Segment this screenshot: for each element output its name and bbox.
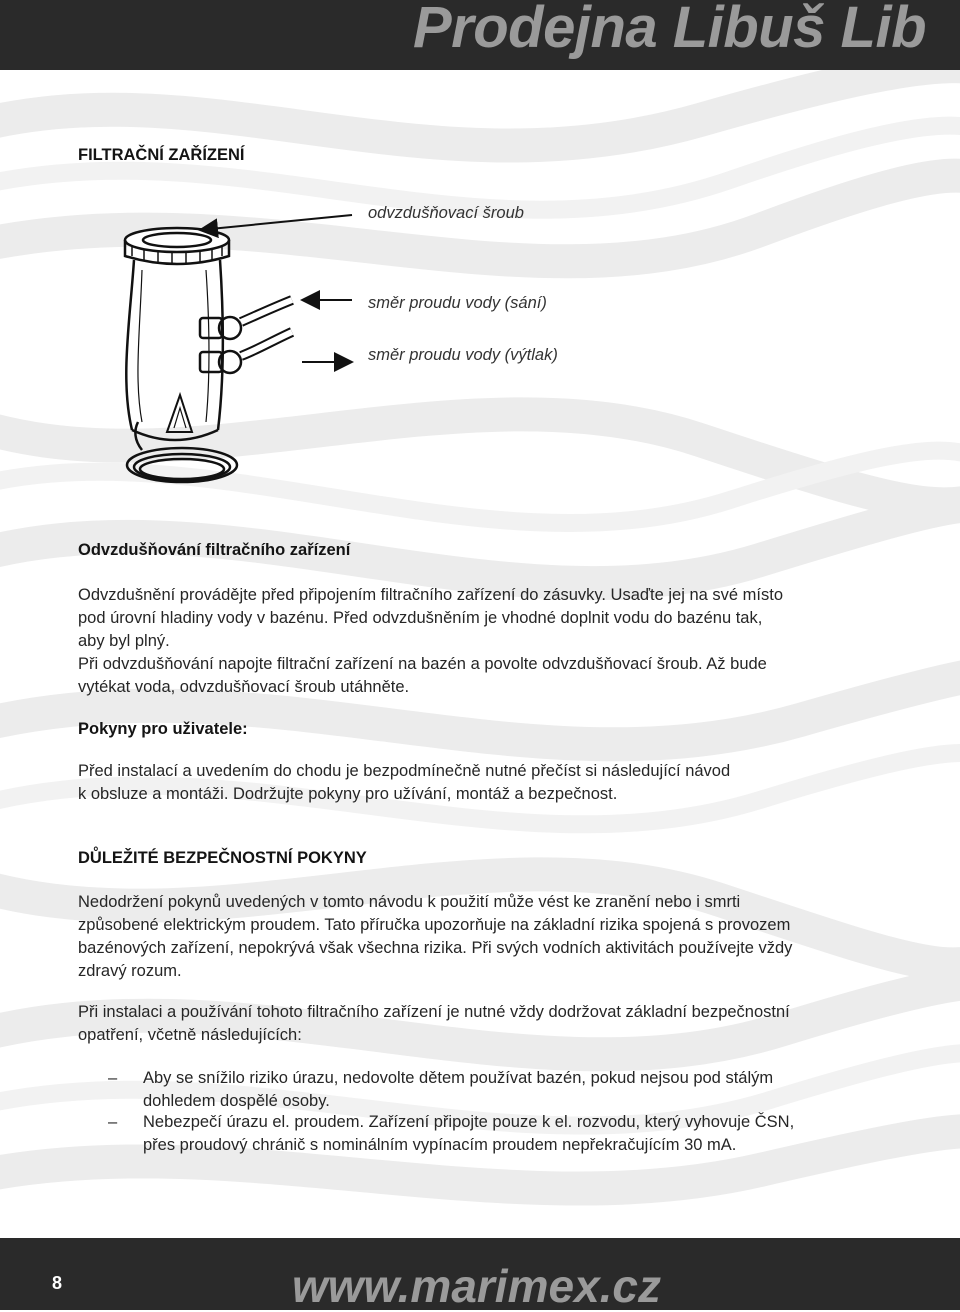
text-line: aby byl plný. [78, 632, 170, 650]
text-line: bazénových zařízení, nepokrývá však všechna rizika. Při svých vodních aktivitách používejte vždy [78, 939, 793, 957]
callout-outlet-flow: směr proudu vody (výtlak) [368, 346, 558, 364]
callout-vent-screw: odvzdušňovací šroub [368, 204, 524, 222]
list-dash: – [108, 1069, 118, 1087]
text-line: Odvzdušnění provádějte před připojením filtračního zařízení do zásuvky. Usaďte jej na své místo [78, 586, 784, 604]
section-heading-venting: Odvzdušňování filtračního zařízení [78, 541, 351, 559]
text-line: zdravý rozum. [78, 962, 182, 980]
header-title: Prodejna Libuš Lib [412, 0, 926, 60]
paragraph-venting [78, 584, 908, 699]
text-line: Nebezpečí úrazu el. proudem. Zařízení připojte pouze k el. rozvodu, který vyhovuje ČSN, [143, 1113, 795, 1131]
text-line: vytékat voda, odvzdušňovací šroub utáhněte. [78, 678, 410, 696]
section-heading-user-instructions: Pokyny pro uživatele: [78, 720, 248, 738]
figure-arrows [0, 0, 960, 400]
footer-url: www.marimex.cz [292, 1260, 662, 1312]
page-number: 8 [52, 1273, 63, 1293]
text-line: způsobené elektrickým proudem. Tato příručka upozorňuje na základní rizika spojená s provozem [78, 916, 791, 934]
text-line: přes proudový chránič s nominálním vypínacím proudem nepřekračujícím 30 mA. [143, 1136, 737, 1154]
text-line: opatření, včetně následujících: [78, 1026, 302, 1044]
paragraph-safety-measures [78, 1001, 908, 1047]
text-line: Při odvzdušňování napojte filtrační zařízení na bazén a povolte odvzdušňovací šroub. Až bude [78, 655, 767, 673]
text-line: dohledem dospělé osoby. [143, 1092, 330, 1110]
paragraph-user-instructions [78, 760, 908, 806]
text-line: pod úrovní hladiny vody v bazénu. Před odvzdušněním je vhodné doplnit vodu do bazénu tak, [78, 609, 763, 627]
text-line: Nedodržení pokynů uvedených v tomto návodu k použití může vést ke zranění nebo i smrti [78, 893, 741, 911]
section-heading-filtration: FILTRAČNÍ ZAŘÍZENÍ [78, 146, 245, 164]
text-line: Před instalací a uvedením do chodu je bezpodmínečně nutné přečíst si následující návod [78, 762, 731, 780]
paragraph-safety-intro [78, 891, 908, 983]
text-line: Při instalaci a používání tohoto filtračního zařízení je nutné vždy dodržovat základní bezpečnostní [78, 1003, 790, 1021]
text-line: Aby se snížilo riziko úrazu, nedovolte dětem používat bazén, pokud nejsou pod stálým [143, 1069, 774, 1087]
arrow-to-vent-screw [200, 215, 352, 230]
callout-intake-flow: směr proudu vody (sání) [368, 294, 547, 312]
text-line: k obsluze a montáži. Dodržujte pokyny pro užívání, montáž a bezpečnost. [78, 785, 618, 803]
section-heading-safety: DŮLEŽITÉ BEZPEČNOSTNÍ POKYNY [78, 849, 367, 867]
list-dash: – [108, 1113, 118, 1131]
